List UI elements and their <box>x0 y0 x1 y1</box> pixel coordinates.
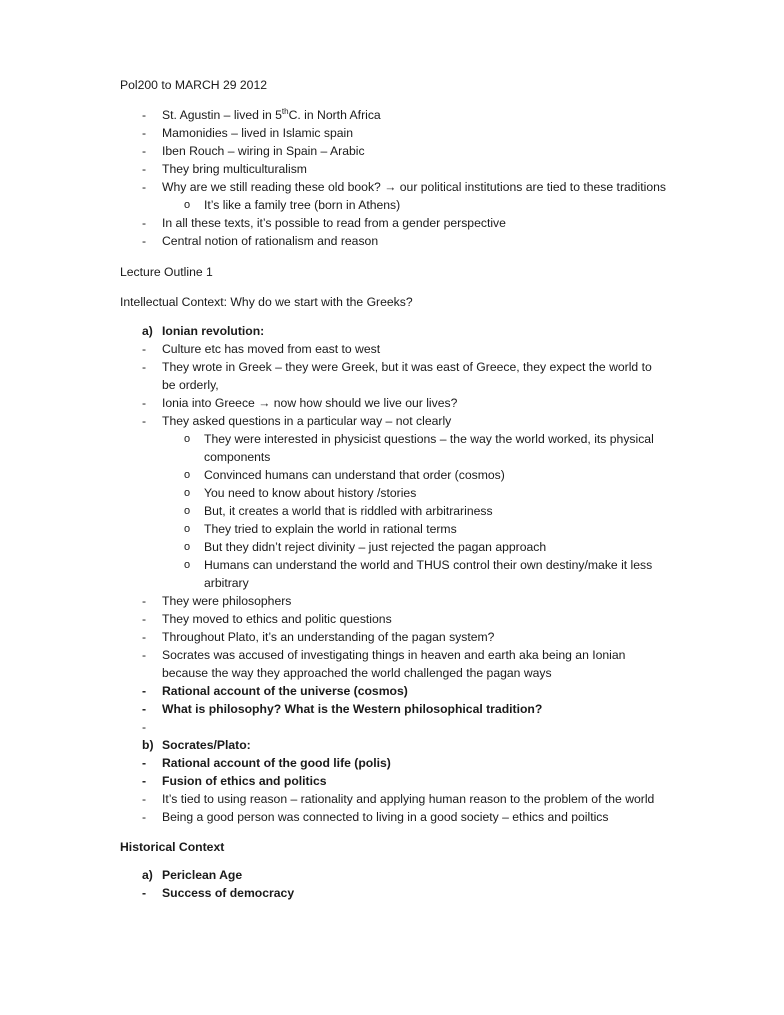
section-heading <box>0 322 784 340</box>
section-title: Periclean Age <box>162 868 243 882</box>
bullet-text: They bring multiculturalism <box>162 162 307 176</box>
circle-bullet: o <box>184 199 191 211</box>
bullet-text: Convinced humans can understand that order (cosmos) <box>204 468 505 482</box>
bullet-text: They asked questions in a particular way – not clearly <box>162 414 452 428</box>
bullet-text: But they didn’t reject divinity – just rejected the pagan approach <box>204 540 547 554</box>
list-item <box>0 124 784 142</box>
bullet-text: They were interested in physicist questions – the way the world worked, its physical components <box>204 432 654 464</box>
bullet-text: What is philosophy? What is the Western philosophical tradition? <box>162 702 543 716</box>
bullet-text: Rational account of the universe (cosmos) <box>162 684 408 698</box>
sub-list-item <box>0 520 784 538</box>
section-label: a) <box>142 324 153 338</box>
bullet-text: Culture etc has moved from east to west <box>162 342 381 356</box>
circle-bullet: o <box>184 505 191 517</box>
sub-list-item <box>0 538 784 556</box>
dash-bullet: - <box>142 216 147 230</box>
list-item <box>0 106 784 124</box>
list-item <box>0 412 784 430</box>
list-item <box>0 394 784 412</box>
dash-bullet: - <box>142 126 147 140</box>
list-item <box>0 772 784 790</box>
dash-bullet: - <box>142 180 147 194</box>
circle-bullet: o <box>184 469 191 481</box>
list-item <box>0 646 784 682</box>
bullet-text: Humans can understand the world and THUS control their own destiny/make it less arbitrary <box>204 558 653 590</box>
bullet-text: St. Agustin – lived in 5 <box>162 108 282 122</box>
list-item <box>0 178 784 196</box>
dash-bullet: - <box>142 720 147 734</box>
list-item <box>0 340 784 358</box>
bullet-text: Central notion of rationalism and reason <box>162 234 379 248</box>
dash-bullet: - <box>142 702 147 716</box>
superscript: th <box>281 106 289 116</box>
empty-list-item <box>0 718 784 736</box>
bullet-text: Throughout Plato, it’s an understanding of the pagan system? <box>162 630 495 644</box>
dash-bullet: - <box>142 774 147 788</box>
section-label: b) <box>142 738 154 752</box>
document-header: Pol200 to MARCH 29 2012 <box>120 78 268 92</box>
dash-bullet: - <box>142 396 147 410</box>
circle-bullet: o <box>184 433 191 445</box>
dash-bullet: - <box>142 810 147 824</box>
list-item <box>0 700 784 718</box>
historical-context-heading: Historical Context <box>120 840 225 854</box>
bullet-text: Mamonidies – lived in Islamic spain <box>162 126 354 140</box>
dash-bullet: - <box>142 684 147 698</box>
list-item <box>0 628 784 646</box>
section-title: Socrates/Plato: <box>162 738 251 752</box>
section-label: a) <box>142 868 153 882</box>
circle-bullet: o <box>184 487 191 499</box>
sub-list-item <box>0 430 784 466</box>
circle-bullet: o <box>184 541 191 553</box>
dash-bullet: - <box>142 360 147 374</box>
bullet-text: Socrates was accused of investigating things in heaven and earth aka being an Ionian because the way they approached the world challenged the pagan ways <box>162 648 626 680</box>
list-item <box>0 232 784 250</box>
dash-bullet: - <box>142 612 147 626</box>
dash-bullet: - <box>142 792 147 806</box>
list-item <box>0 808 784 826</box>
list-item <box>0 790 784 808</box>
list-item <box>0 610 784 628</box>
circle-bullet: o <box>184 559 191 571</box>
bullet-text: C. in North Africa <box>288 108 381 122</box>
bullet-text: It’s tied to using reason – rationality and applying human reason to the problem of the world <box>162 792 655 806</box>
list-item <box>0 142 784 160</box>
list-item <box>0 682 784 700</box>
list-item <box>0 358 784 394</box>
dash-bullet: - <box>142 886 147 900</box>
bullet-text: In all these texts, it’s possible to read from a gender perspective <box>162 216 506 230</box>
bullet-text: But, it creates a world that is riddled with arbitrariness <box>204 504 493 518</box>
dash-bullet: - <box>142 162 147 176</box>
section-heading <box>0 866 784 884</box>
bullet-text: They wrote in Greek – they were Greek, but it was east of Greece, they expect the world to be orderly, <box>162 360 652 392</box>
bullet-text: It’s like a family tree (born in Athens) <box>204 198 401 212</box>
bullet-text: Fusion of ethics and politics <box>162 774 327 788</box>
dash-bullet: - <box>142 144 147 158</box>
dash-bullet: - <box>142 756 147 770</box>
bullet-text: You need to know about history /stories <box>204 486 417 500</box>
bullet-text: They tried to explain the world in rational terms <box>204 522 457 536</box>
list-item <box>0 592 784 610</box>
sub-list-item <box>0 466 784 484</box>
lecture-outline-heading: Lecture Outline 1 <box>120 265 213 279</box>
dash-bullet: - <box>142 414 147 428</box>
bullet-text: Rational account of the good life (polis) <box>162 756 391 770</box>
dash-bullet: - <box>142 342 147 356</box>
intellectual-context-heading: Intellectual Context: Why do we start with the Greeks? <box>120 295 413 309</box>
bullet-text: They were philosophers <box>162 594 292 608</box>
bullet-text: Success of democracy <box>162 886 295 900</box>
dash-bullet: - <box>142 108 147 122</box>
list-item <box>0 754 784 772</box>
section-heading <box>0 736 784 754</box>
bullet-text: Being a good person was connected to living in a good society – ethics and poiltics <box>162 810 609 824</box>
dash-bullet: - <box>142 648 147 662</box>
sub-list-item <box>0 502 784 520</box>
sub-list-item <box>0 484 784 502</box>
list-item <box>0 160 784 178</box>
bullet-text: Iben Rouch – wiring in Spain – Arabic <box>162 144 365 158</box>
bullet-text: Why are we still reading these old book? → our political institutions are tied to these traditions <box>162 180 667 194</box>
dash-bullet: - <box>142 594 147 608</box>
dash-bullet: - <box>142 234 147 248</box>
list-item <box>0 884 784 902</box>
sub-list-item <box>0 196 784 214</box>
bullet-text: They moved to ethics and politic questions <box>162 612 392 626</box>
section-title: Ionian revolution: <box>162 324 265 338</box>
list-item <box>0 214 784 232</box>
bullet-text: Ionia into Greece → now how should we live our lives? <box>162 396 458 410</box>
circle-bullet: o <box>184 523 191 535</box>
sub-list-item <box>0 556 784 592</box>
dash-bullet: - <box>142 630 147 644</box>
